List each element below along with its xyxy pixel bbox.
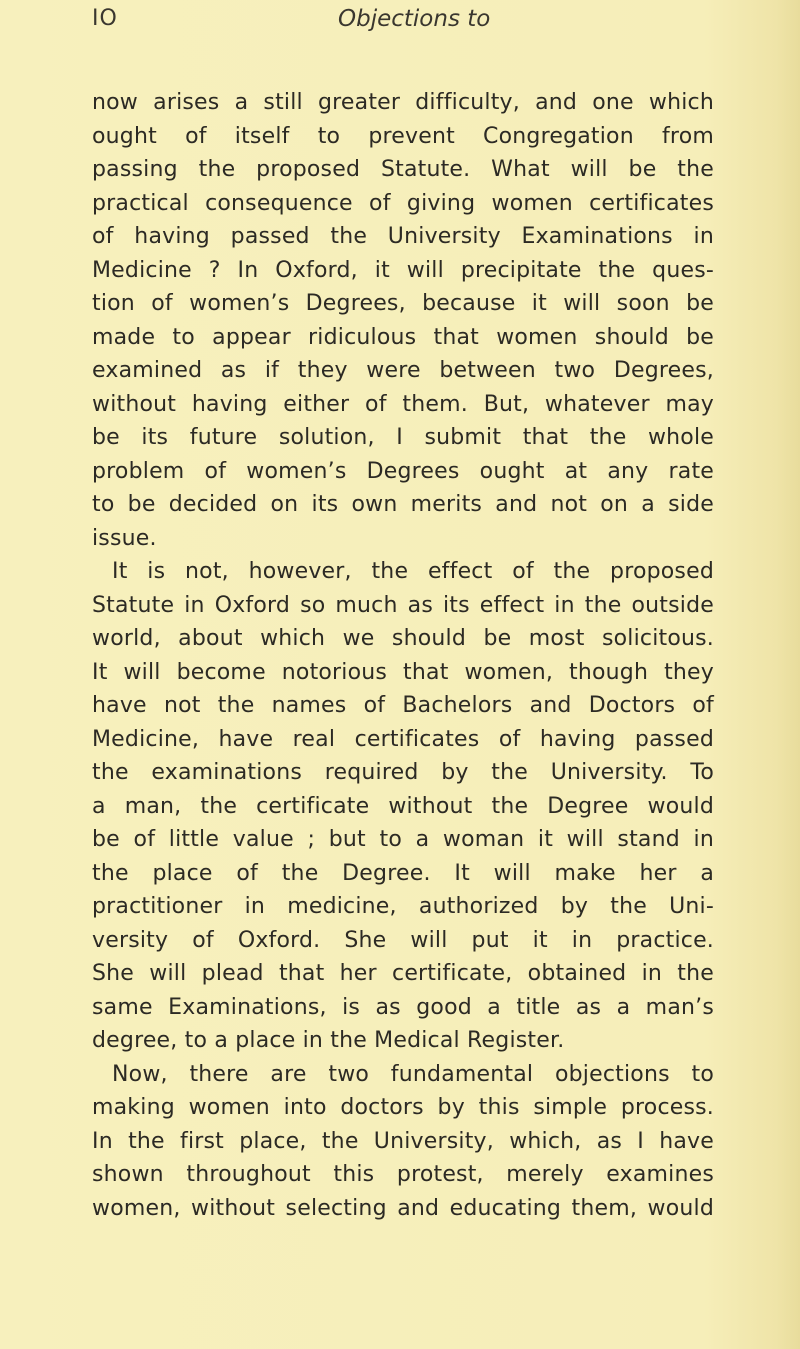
text-line: ought of itself to prevent Congregation from [92, 123, 714, 149]
text-line: She will plead that her certificate, obtained in the [92, 961, 714, 986]
text-line: now arises a still greater difficulty, and one which [92, 90, 714, 115]
text-line: be its future solution, I submit that the whole [92, 425, 714, 450]
text-line: problem of women’s Degrees ought at any rate [92, 458, 714, 484]
text-line: examined as if they were between two Degrees, [92, 358, 714, 383]
text-line: practical consequence of giving women certificates [92, 190, 714, 216]
text-line: shown throughout this protest, merely examines [92, 1162, 714, 1187]
text-line: without having either of them. But, whatever may [92, 391, 714, 417]
text-line: of having passed the University Examinations in [92, 224, 714, 249]
text-line: It will become notorious that women, though they [92, 659, 714, 685]
page-number: IO [92, 6, 118, 31]
running-title: Objections to [338, 6, 491, 32]
text-line: world, about which we should be most solicitous. [92, 626, 714, 651]
text-line: Statute in Oxford so much as its effect in the outside [92, 592, 714, 618]
text-line: versity of Oxford. She will put it in practice. [92, 927, 714, 953]
text-line: to be decided on its own merits and not on a side [92, 492, 714, 517]
text-line: Now, there are two fundamental objections to [112, 1061, 714, 1087]
text-line: making women into doctors by this simple process. [92, 1095, 714, 1120]
text-line: Medicine, have real certificates of having passed [92, 726, 714, 752]
text-line: In the first place, the University, which, as I have [92, 1128, 714, 1154]
text-line: the examinations required by the University. To [92, 760, 714, 785]
text-line: It is not, however, the effect of the proposed [112, 559, 714, 584]
text-line: issue. [92, 525, 157, 551]
text-line: made to appear ridiculous that women should be [92, 324, 714, 350]
text-line: women, without selecting and educating them, would [92, 1195, 714, 1221]
text-line: a man, the certificate without the Degree would [92, 793, 714, 819]
text-line: same Examinations, is as good a title as a man’s [92, 994, 714, 1020]
text-line: practitioner in medicine, authorized by the Uni- [92, 894, 714, 919]
text-line: have not the names of Bachelors and Doctors of [92, 693, 714, 718]
text-line: degree, to a place in the Medical Register. [92, 1028, 565, 1053]
text-line: Medicine ? In Oxford, it will precipitate the ques- [92, 257, 714, 283]
text-line: tion of women’s Degrees, because it will soon be [92, 291, 714, 316]
body-text [92, 86, 714, 1225]
running-head [92, 6, 712, 46]
text-line: the place of the Degree. It will make her a [92, 860, 714, 886]
text-line: be of little value ; but to a woman it will stand in [92, 827, 714, 852]
text-line: passing the proposed Statute. What will be the [92, 157, 714, 182]
